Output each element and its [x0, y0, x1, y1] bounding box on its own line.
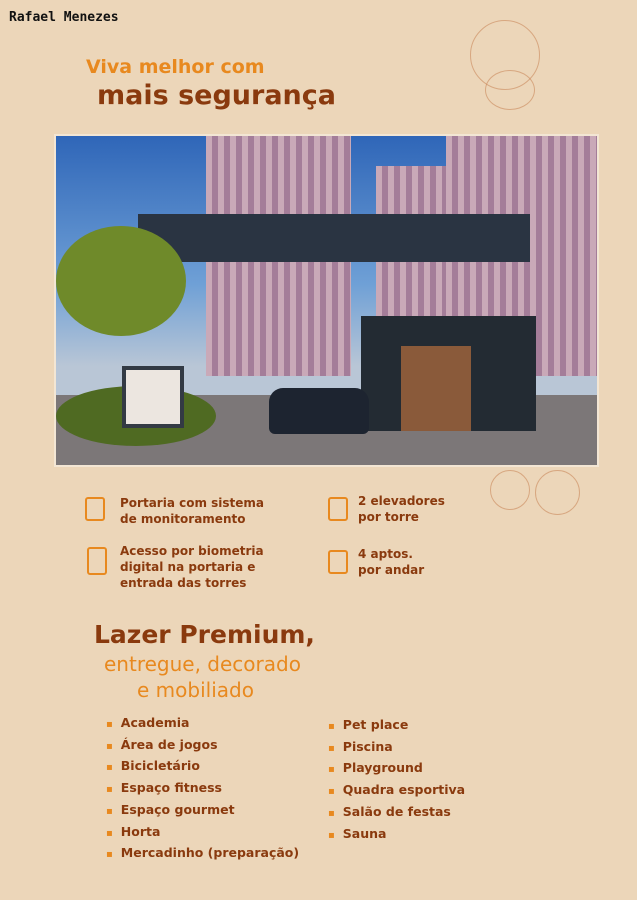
floor-plan-icon — [328, 550, 348, 574]
leisure-item — [328, 737, 465, 759]
leisure-item-label: Área de jogos — [120, 736, 218, 752]
feature-text: por torre — [358, 510, 419, 524]
entrance-rendering-photo — [54, 134, 599, 467]
leisure-item — [106, 778, 299, 800]
bird-illustration — [485, 70, 535, 110]
palm-tree — [56, 226, 186, 336]
leisure-item — [106, 822, 299, 844]
feature-text: Portaria com sistema — [120, 496, 265, 510]
gatehouse — [361, 316, 536, 431]
feature-elevators — [358, 493, 445, 525]
gatehouse-door — [401, 346, 471, 431]
leisure-item-label: Academia — [120, 715, 190, 730]
leisure-item — [106, 756, 299, 778]
leisure-item — [106, 800, 299, 822]
leisure-item — [328, 758, 465, 780]
feature-monitoring — [120, 495, 264, 527]
feature-apartments — [358, 546, 424, 578]
leisure-item-label: Quadra esportiva — [342, 782, 466, 798]
leisure-list-right — [328, 715, 465, 845]
feature-text: por andar — [358, 563, 425, 577]
feature-text: 4 aptos. — [358, 547, 413, 561]
leisure-item — [328, 715, 465, 737]
leisure-item-label: Piscina — [342, 738, 393, 754]
leisure-item-label: Salão de festas — [342, 803, 451, 819]
security-camera-icon — [85, 497, 105, 521]
leisure-item — [106, 713, 299, 735]
leisure-item-label: Espaço fitness — [120, 780, 222, 796]
elevator-icon — [328, 497, 348, 521]
gate-canopy — [138, 214, 530, 262]
leisure-item-label: Espaço gourmet — [120, 801, 235, 817]
leisure-item — [328, 780, 465, 802]
leisure-item-label: Playground — [342, 760, 423, 776]
entrance-sign — [122, 366, 184, 428]
leisure-item — [106, 843, 299, 865]
headline-line1: Viva melhor com — [86, 56, 265, 78]
leisure-item-label: Bicicletário — [120, 758, 200, 774]
car — [269, 388, 369, 434]
flower-illustration — [535, 470, 580, 515]
fingerprint-icon — [87, 547, 107, 575]
leisure-list-left — [106, 713, 299, 865]
leisure-item — [106, 735, 299, 757]
feature-text: entrada das torres — [120, 576, 247, 590]
feature-text: 2 elevadores — [358, 494, 445, 508]
leisure-item — [328, 824, 465, 846]
leisure-item-label: Pet place — [342, 717, 409, 732]
leisure-item-label: Mercadinho (preparação) — [120, 845, 300, 861]
leisure-subtitle-2: e mobiliado — [137, 678, 254, 702]
leisure-item — [328, 802, 465, 824]
leisure-item-label: Sauna — [342, 825, 387, 841]
leisure-subtitle-1: entregue, decorado — [104, 652, 301, 676]
leisure-title: Lazer Premium, — [94, 620, 315, 649]
feature-text: de monitoramento — [120, 512, 246, 526]
feature-biometrics — [120, 543, 264, 591]
feature-text: digital na portaria e — [120, 560, 256, 574]
flower-illustration — [490, 470, 530, 510]
leisure-item-label: Horta — [120, 823, 161, 839]
feature-text: Acesso por biometria — [120, 544, 264, 558]
watermark: Rafael Menezes — [9, 10, 119, 25]
headline-line2: mais segurança — [97, 80, 336, 111]
